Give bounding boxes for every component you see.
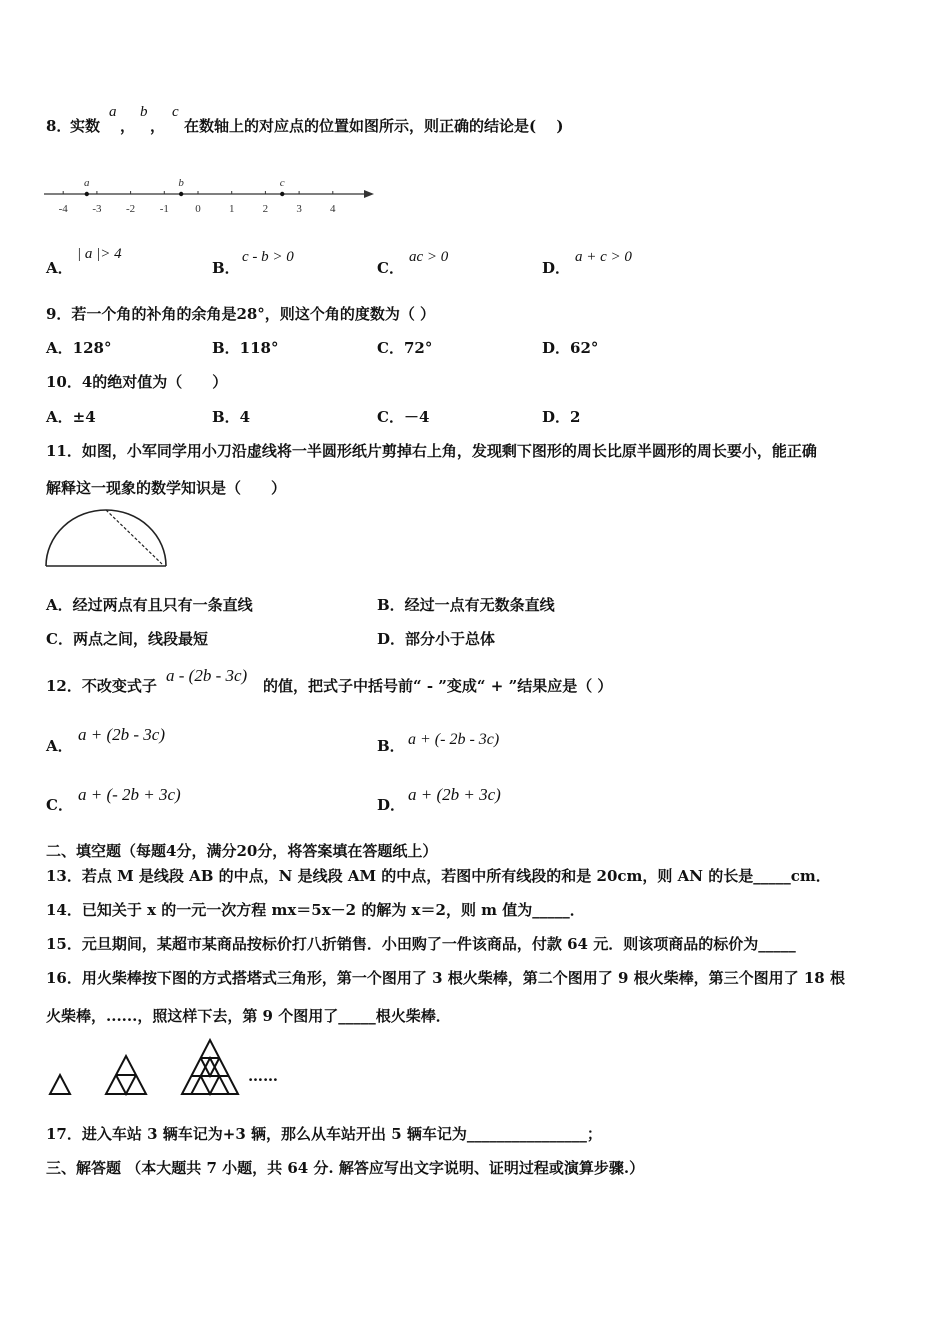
q10-option-d: D．2 — [542, 408, 581, 426]
q15-text: 15．元旦期间，某超市某商品按标价打八折销售．小田购了一件该商品，付款 64 元．则该项商品的标价为_____ — [46, 935, 796, 953]
number-line-tick-label: 3 — [296, 203, 302, 215]
section-2-heading: 二、填空题（每题4分，满分20分，将答案填在答题纸上） — [46, 842, 438, 860]
q8-sep-2: ， — [150, 117, 166, 135]
number-line-tick-label: -4 — [58, 203, 68, 215]
number-line-tick-label: -1 — [159, 203, 169, 215]
q12-option-a-expr: a + (2b - 3c) — [78, 725, 166, 744]
q8-option-b-expr: c - b > 0 — [242, 249, 294, 265]
number-line-point-c — [280, 192, 284, 196]
number-line-point-label-b: b — [178, 177, 184, 189]
q10-option-a: A．±4 — [46, 408, 96, 426]
q10-option-b: B．4 — [212, 408, 251, 426]
number-line-figure — [42, 172, 382, 222]
triangle-figure-2 — [106, 1056, 146, 1094]
q11-line-1: 11．如图，小军同学用小刀沿虚线将一半圆形纸片剪掉右上角，发现剩下图形的周长比原半圆形的周长要小，能正确 — [46, 442, 817, 460]
q9-text: 9．若一个角的补角的余角是28°，则这个角的度数为（ ） — [46, 305, 436, 323]
q8-option-b-key: B． — [212, 259, 240, 277]
q8-sep-1: ， — [120, 117, 136, 135]
q8-option-d-expr: a + c > 0 — [575, 249, 632, 265]
number-line-point-b — [179, 192, 183, 196]
q12-text: 的值，把式子中括号前“ - ”变成“ + ”结果应是（ ） — [263, 677, 613, 695]
q8-option-c-key: C． — [377, 259, 404, 277]
semicircle-figure — [44, 506, 169, 570]
q8-var-a: a — [109, 104, 117, 120]
cut-dashed-line — [106, 510, 162, 564]
q12-option-d-expr: a + (2b + 3c) — [408, 785, 501, 804]
q12-option-c-expr: a + (- 2b + 3c) — [78, 785, 181, 804]
triangle-figure-3 — [182, 1040, 238, 1094]
q8-number: 8． — [46, 117, 72, 135]
q8-option-a-expr: | a |> 4 — [77, 246, 122, 262]
semicircle-arc — [46, 510, 166, 566]
number-line-point-a — [85, 192, 89, 196]
q8-var-b: b — [140, 104, 148, 120]
number-line-tick-label: 2 — [262, 203, 269, 215]
number-line-tick-label: 0 — [195, 203, 201, 215]
q11-option-b: B．经过一点有无数条直线 — [377, 596, 555, 614]
q8-option-d-key: D． — [542, 259, 571, 277]
q9-option-b: B．118° — [212, 339, 279, 357]
number-line-tick-label: 1 — [228, 203, 235, 215]
number-line-point-label-a: a — [84, 177, 90, 189]
q8-var-c: c — [172, 104, 179, 120]
q8-option-a-key: A． — [46, 259, 73, 277]
q12-lead: 12．不改变式子 — [46, 677, 157, 695]
q8-text: 在数轴上的对应点的位置如图所示，则正确的结论是( ) — [184, 117, 564, 135]
q12-option-c-key: C． — [46, 796, 73, 814]
triangle-figure-1 — [50, 1075, 70, 1094]
q11-option-c: C．两点之间，线段最短 — [46, 630, 208, 648]
number-line-point-label-c: c — [279, 177, 285, 189]
q16-line-2: 火柴棒，......，照这样下去，第 9 个图用了_____根火柴棒． — [46, 1007, 451, 1025]
section-3-heading: 三、解答题 （本大题共 7 小题，共 64 分. 解答应写出文字说明、证明过程或演算步骤.） — [46, 1159, 645, 1177]
q8-option-c-expr: ac > 0 — [409, 249, 449, 265]
q12-expr: a - (2b - 3c) — [166, 666, 248, 685]
q11-option-a: A．经过两点有且只有一条直线 — [46, 596, 253, 614]
q8-lead: 实数 — [70, 117, 101, 135]
q9-option-d: D．62° — [542, 339, 599, 357]
q9-option-c: C．72° — [377, 339, 433, 357]
number-line-tick-label: -3 — [92, 203, 102, 215]
number-line-arrow-icon — [364, 190, 374, 198]
q17-text: 17．进入车站 3 辆车记为+3 辆，那么从车站开出 5 辆车记为________________； — [46, 1125, 602, 1143]
q16-ellipsis: …… — [248, 1067, 278, 1085]
q9-option-a: A．128° — [46, 339, 112, 357]
q10-option-c: C．－4 — [377, 408, 430, 426]
q12-option-a-key: A． — [46, 737, 73, 755]
number-line-tick-label: -2 — [126, 203, 136, 215]
q12-option-b-expr: a + (- 2b - 3c) — [408, 731, 500, 748]
matchstick-triangles-figure — [46, 1038, 246, 1098]
q12-option-d-key: D． — [377, 796, 406, 814]
q12-option-b-key: B． — [377, 737, 405, 755]
q16-line-1: 16．用火柴棒按下图的方式搭塔式三角形，第一个图用了 3 根火柴棒，第二个图用了 9 根火柴棒，第三个图用了 18 根 — [46, 969, 845, 987]
q14-text: 14．已知关于 x 的一元一次方程 mx＝5x－2 的解为 x＝2，则 m 值为_____． — [46, 901, 585, 919]
q11-line-2: 解释这一现象的数学知识是（ ） — [46, 479, 287, 497]
q13-text: 13．若点 M 是线段 AB 的中点，N 是线段 AM 的中点，若图中所有线段的和是 20cm，则 AN 的长是_____cm． — [46, 867, 831, 885]
q10-text: 10．4的绝对值为（ ） — [46, 373, 228, 391]
number-line-tick-label: 4 — [330, 203, 336, 215]
q11-option-d: D．部分小于总体 — [377, 630, 496, 648]
